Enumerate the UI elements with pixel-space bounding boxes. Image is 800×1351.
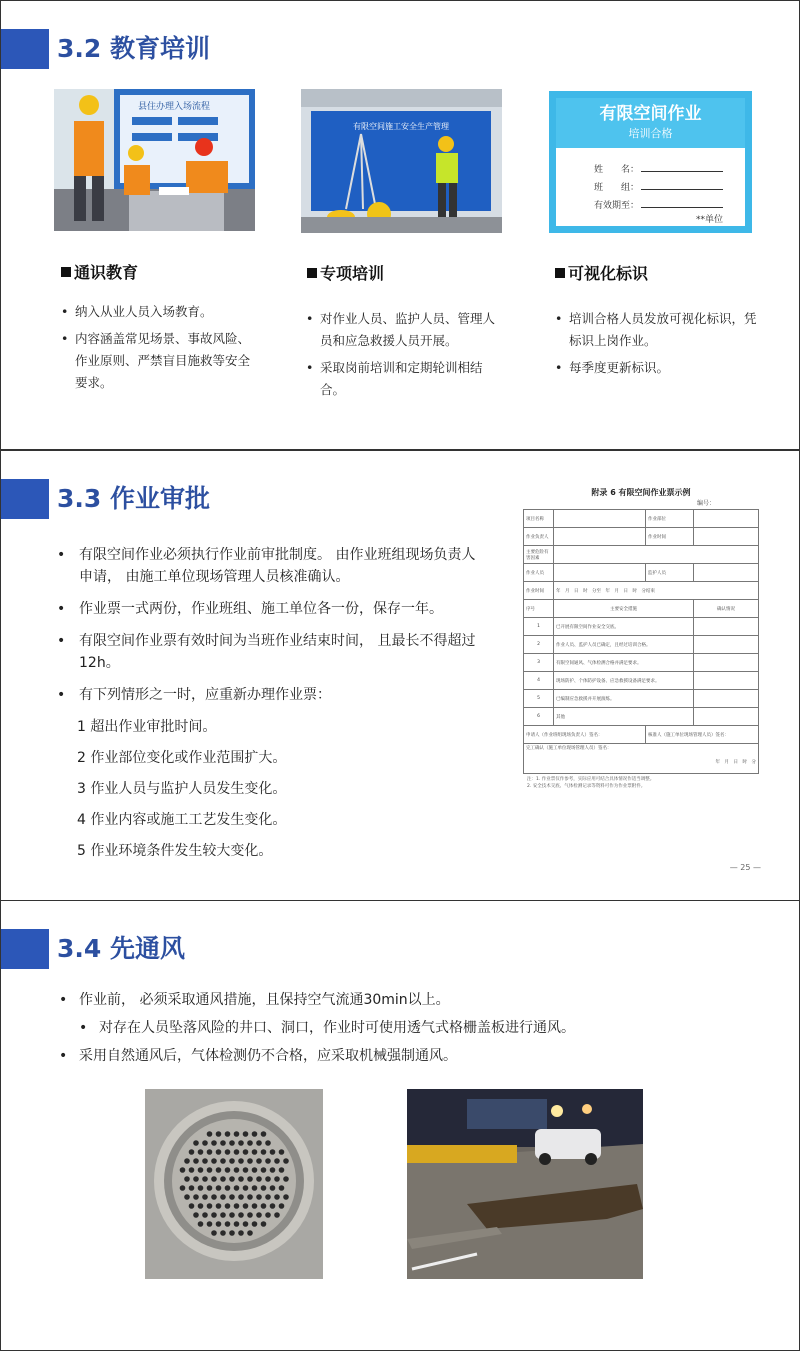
title-accent-bar <box>1 479 49 519</box>
photo-special-training <box>301 89 502 233</box>
list-item: • 有下列情形之一时，应重新办理作业票： <box>53 684 483 706</box>
col-list-general <box>59 301 259 399</box>
form-title: 附录 6 有限空间作业票示例 <box>591 488 691 497</box>
photo-induction-training <box>54 89 255 231</box>
card-title: 有限空间作业 <box>599 104 702 124</box>
qualified-training-card <box>549 91 752 233</box>
card-row-team: 班 组： <box>594 180 723 193</box>
list-item: • 作业前， 必须采取通风措施，且保持空气流通30min以上。 <box>55 989 755 1011</box>
slide-title: 3.2 教育培训 <box>57 34 210 63</box>
photo-grating-manhole-cover <box>145 1089 323 1279</box>
form-number: 编号： <box>696 500 715 507</box>
list-item: • 有限空间作业必须执行作业前审批制度。 由作业班组现场负责人申请， 由施工单位现场管理人员核准确认。 <box>53 544 483 588</box>
numbered-item: 1 超出作业审批时间。 <box>77 719 217 735</box>
title-accent-bar <box>1 29 49 69</box>
col-list-visual <box>553 308 758 384</box>
list-item: • 采用自然通风后，气体检测仍不合格，应采取机械强制通风。 <box>55 1045 755 1067</box>
slide-work-approval <box>0 450 800 901</box>
training-sign-text: 有限空间施工安全生产管理 <box>353 122 449 131</box>
list-item: • 培训合格人员发放可视化标识，凭标识上岗作业。 <box>553 308 758 352</box>
slide-title: 3.3 作业审批 <box>57 484 210 513</box>
col-heading-special: 专项培训 <box>307 261 384 284</box>
title-accent-bar <box>1 929 49 969</box>
list-item: • 内容涵盖常见场景、事故风险、作业原则、严禁盲目施救等安全要求。 <box>59 328 259 394</box>
form-table: 项目名称 作业部位 作业负责人 作业时间 主要危险有害因素 作业人员 监护人员 作业时间 年 月 日 时 分至 年 月 日 时 分结束 序号 主要安全措施 确认情况 1 已开展有限空间作业安全交底。 2 作业人员、监护人员已确定，且经过培训合格。 3 有限空间通风、气体检测合格并满足要求。 4 现场防护、个体防护设备、应急救援设备满足要求。 5 已编制应急救援并开展演练。 6 其他 申请人（作业班组现场负责人）签名： 核准人（施工单位现场管理人员）签名： 完工确认（施工单位现场管理人员）签名： 年 月 日 时 分 <box>523 509 759 774</box>
numbered-item: 3 作业人员与监护人员发生变化。 <box>77 781 287 797</box>
induction-sign-text: 县住办理入场流程 <box>137 102 211 112</box>
col-heading-general: 通识教育 <box>61 260 138 283</box>
page-number: — 25 — <box>729 863 761 872</box>
work-permit-form <box>519 487 763 807</box>
list-item: • 有限空间作业票有效时间为当班作业结束时间， 且最长不得超过12h。 <box>53 630 483 674</box>
photo-road-grate-ventilation <box>407 1089 643 1279</box>
numbered-item: 4 作业内容或施工工艺发生变化。 <box>77 812 287 828</box>
list-item: • 采取岗前培训和定期轮训相结合。 <box>304 357 504 401</box>
sub-list-item: • 对存在人员坠落风险的井口、洞口，作业时可使用透气式格栅盖板进行通风。 <box>55 1017 755 1039</box>
list-item: • 每季度更新标识。 <box>553 357 758 379</box>
card-row-name: 姓 名： <box>594 162 723 175</box>
card-unit: **单位 <box>695 215 723 225</box>
slide-ventilation <box>0 900 800 1351</box>
card-row-valid: 有效期至： <box>594 198 723 211</box>
list-item: • 作业票一式两份，作业班组、施工单位各一份，保存一年。 <box>53 598 483 620</box>
list-item: • 纳入从业人员入场教育。 <box>59 301 259 323</box>
col-list-special <box>304 308 504 406</box>
numbered-item: 5 作业环境条件发生较大变化。 <box>77 843 273 859</box>
numbered-item: 2 作业部位变化或作业范围扩大。 <box>77 750 287 766</box>
card-subtitle: 培训合格 <box>628 127 673 140</box>
ventilation-bullets <box>55 989 755 1073</box>
col-heading-visual: 可视化标识 <box>555 261 648 284</box>
slide-education-training <box>0 0 800 450</box>
approval-bullets <box>53 544 483 871</box>
form-note: 注：1. 作业票仅作参考，实际应用可结合具体情况作适当调整。 2. 安全技术交底、气体检测记录等资料可作为作业票附件。 <box>527 777 655 789</box>
list-item: • 对作业人员、监护人员、管理人员和应急救援人员开展。 <box>304 308 504 352</box>
slide-title: 3.4 先通风 <box>57 934 185 963</box>
